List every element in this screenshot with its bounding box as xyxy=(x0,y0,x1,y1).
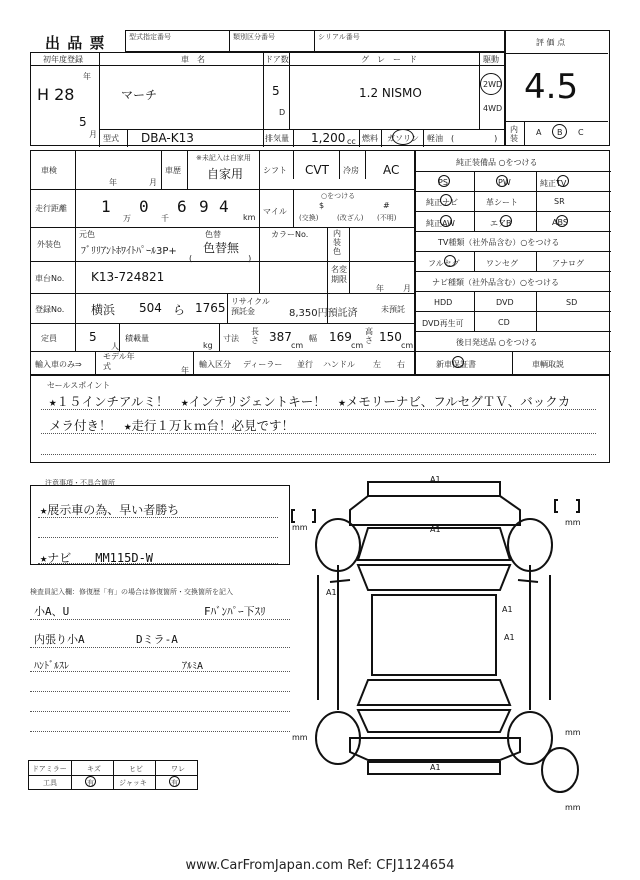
drive-2wd-circle xyxy=(480,73,502,95)
svg-text:mm: mm xyxy=(565,518,581,527)
form-title: 出 品 票 xyxy=(45,34,106,52)
mark-right-side-2: A1 xyxy=(504,633,515,642)
door-count: 5 xyxy=(272,84,280,98)
car-damage-diagram xyxy=(290,470,590,815)
mileage-digit-4: 9 xyxy=(199,197,209,216)
inspector-note-1a: 小A、U xyxy=(34,605,70,618)
chassis-number: K13-724821 xyxy=(91,270,165,284)
equipment-block: 純正装備品 ○をつける PS PW 純正TV 純正ナビ 革シート SR 純正AW エアB ABS TV種類（社外品含む）○をつける フルセグ ワンセグ アナログ ナビ種類（社外品含む）○をつける HDD DVD SD DVD再生可 CD 後日発送品 ○をつける 新車保証書 車輌取説 xyxy=(415,150,610,375)
reg-area: 横浜 xyxy=(91,303,116,317)
inspector-note-3b: ｱﾙﾐA xyxy=(182,661,204,672)
mark-front-bumper: A1 xyxy=(430,475,441,484)
first-reg-year: H 28 xyxy=(37,85,75,104)
mileage-digit-2: 0 xyxy=(139,197,149,216)
svg-text:mm: mm xyxy=(565,803,581,812)
mileage-digit-1: 1 xyxy=(101,197,111,216)
sales-point-line-1: ★１５インチアルミ！ ★インテリジェントキー！ ★メモリーナビ、フルセグＴＶ、バックカ xyxy=(49,394,571,409)
model-code: DBA-K13 xyxy=(141,131,194,145)
inspector-note-2a: 内張り小A xyxy=(34,633,85,646)
model-name: マーチ xyxy=(121,88,158,102)
inspector-note-2b: Dミラ-A xyxy=(136,633,178,646)
header-box-1: 型式指定番号 xyxy=(125,30,230,52)
sales-point-line-2: メラ付き！ ★走行１万ｋｍ台！必見です！ xyxy=(49,418,295,433)
inspector-note-1b: Fﾊﾞﾝﾊﾟｰ下ｽﾘ xyxy=(204,605,266,618)
height-value: 150 xyxy=(379,330,402,344)
details-block: 車検 年 月 車歴 ※未記入は自家用 自家用 シフト CVT 冷房 AC 走行距離 1 万 0 千 6 9 4 km マイル ○をつける $ # (交換) (改ざん) (不明) 外装色 元色 色替 ﾌﾞﾘﾘｱﾝﾄﾎﾜｲﾄﾊﾟｰﾙ3P+ 色替無 ( ) カラーNo. 内装色 車台No. K13-724821 名変期限 年 月 登録No. 横浜 504 ら 1765 リサイクル預託金 8,350円預託済 未預託 定員 5 人 積載量 kg 寸法 長さ 387 cm 幅 169 cm 高さ 150 cm 輸入車のみ⇒ モデル年式 年 輸入区分 ディーラー 並行 ハンドル 左 右 xyxy=(30,150,415,375)
caution-line-2: ★ナビ MM115D-W xyxy=(40,551,154,565)
score-box: 評 価 点 4.5 内装 A B C xyxy=(505,30,610,146)
grade-value: 1.2 NISMO xyxy=(359,86,422,100)
inspector-note-3a: ﾊﾝﾄﾞﾙｽﾚ xyxy=(34,661,69,672)
auction-score: 4.5 xyxy=(524,67,579,107)
svg-text:mm: mm xyxy=(292,733,308,742)
color-change: 色替無 xyxy=(203,241,240,255)
usage-history: 自家用 xyxy=(207,167,244,181)
mark-rear-bumper: A1 xyxy=(430,763,441,772)
footer-watermark: www.CarFromJapan.com Ref: CFJ1124654 xyxy=(185,858,455,873)
fuel-circle xyxy=(392,129,414,145)
notes-block: 注意事項・不具合箇所 ★展示車の為、早い者勝ち ★ナビ MM115D-W 検査員記入欄：修復歴「有」の場合は修復箇所・交換箇所を記入 小A、U Fﾊﾞﾝﾊﾟｰ下ｽﾘ 内張り小A Dミラ-A ﾊﾝﾄﾞﾙｽﾚ ｱﾙﾐA xyxy=(30,475,290,775)
svg-text:mm: mm xyxy=(565,728,581,737)
header-box-3: シリアル番号 xyxy=(315,30,505,52)
displacement: 1,200 xyxy=(311,131,346,145)
mark-right-side-1: A1 xyxy=(502,605,513,614)
width-value: 169 xyxy=(329,330,352,344)
reg-number: 1765 xyxy=(195,301,226,315)
first-reg-month: 5 xyxy=(79,115,87,129)
mark-hood: A1 xyxy=(430,525,441,534)
capacity: 5 xyxy=(89,330,97,344)
mark-left-side: A1 xyxy=(326,588,337,597)
ac-value: AC xyxy=(383,163,400,177)
reg-class: 504 xyxy=(139,301,162,315)
sales-point-block: セールスポイント ★１５インチアルミ！ ★インテリジェントキー！ ★メモリーナビ、フルセグＴＶ、バックカ メラ付き！ ★走行１万ｋｍ台！必見です！ xyxy=(30,375,610,463)
shift-value: CVT xyxy=(305,163,329,177)
mileage-digit-5: 4 xyxy=(219,197,229,216)
tools-table: ドアミラー キズ ヒビ ワレ 工具 有 ジャッキ 有 xyxy=(28,760,198,790)
mileage-digit-3: 6 xyxy=(177,197,187,216)
reg-kana: ら xyxy=(173,303,186,317)
recycle-fee: 8,350円預託済 xyxy=(289,308,358,319)
length-value: 387 xyxy=(269,330,292,344)
caution-line-1: ★展示車の為、早い者勝ち xyxy=(40,503,180,517)
header-box-2: 類別区分番号 xyxy=(230,30,315,52)
vehicle-info-block: 初年度登録 車 名 ドア数 グ レ ー ド 駆動 年 H 28 5 月 マーチ 5 D 1.2 NISMO 2WD 4WD 型式 DBA-K13 排気量 1,200 cc 燃料 ガソリン 軽油 ( ) xyxy=(30,52,505,146)
interior-b-circle xyxy=(552,124,567,139)
original-color: ﾌﾞﾘﾘｱﾝﾄﾎﾜｲﾄﾊﾟｰﾙ3P+ xyxy=(81,246,177,257)
svg-text:mm: mm xyxy=(292,523,308,532)
